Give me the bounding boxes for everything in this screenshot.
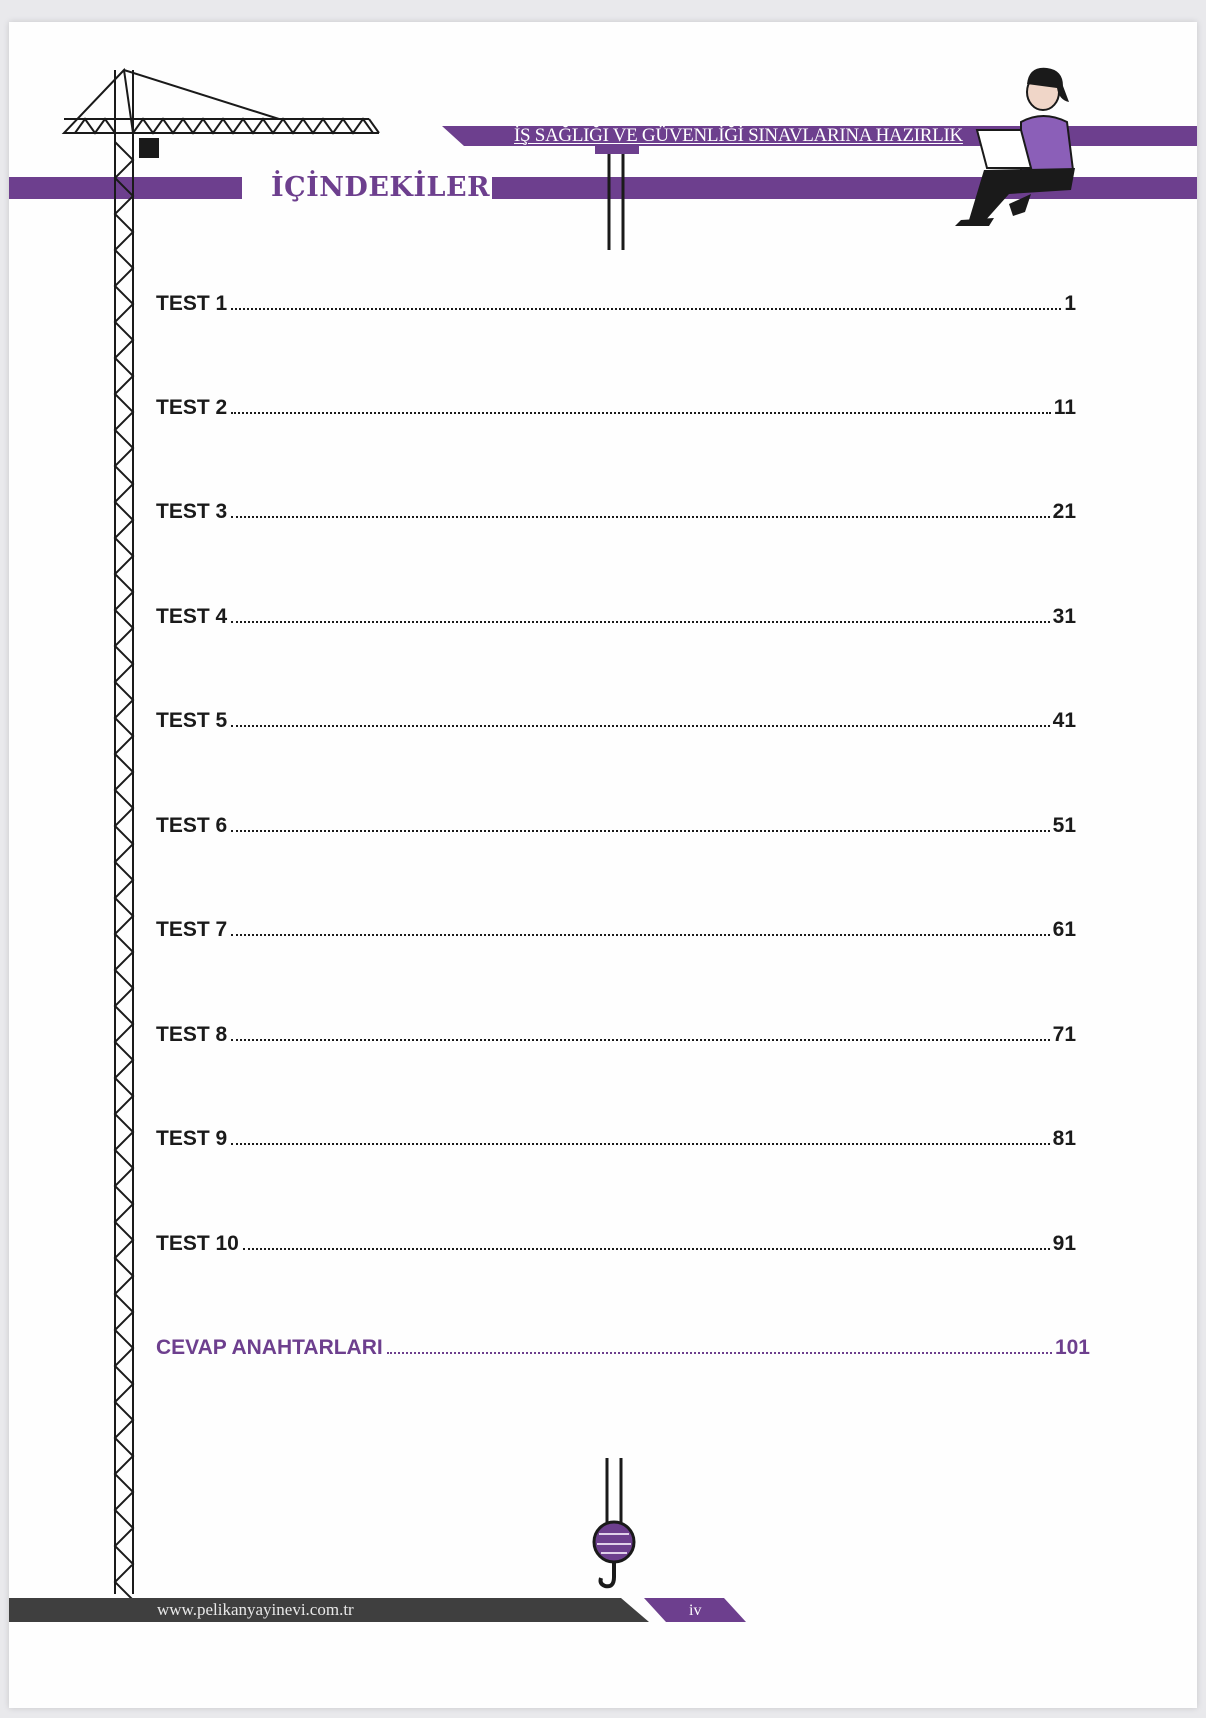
toc-entry-page: 71 xyxy=(1052,1023,1076,1046)
toc-entry-answer-keys[interactable] xyxy=(156,1336,1090,1366)
toc-leader-dots xyxy=(231,934,1049,936)
toc-leader-dots xyxy=(387,1352,1052,1354)
footer-website: www.pelikanyayinevi.com.tr xyxy=(157,1600,354,1619)
woman-with-laptop-icon xyxy=(955,68,1075,226)
toc-entry[interactable] xyxy=(156,709,1076,739)
toc-entry[interactable] xyxy=(156,292,1076,322)
toc-entry[interactable] xyxy=(156,396,1076,426)
toc-leader-dots xyxy=(243,1248,1050,1250)
toc-entry-page: 11 xyxy=(1053,396,1076,419)
toc-leader-dots xyxy=(231,412,1051,414)
toc-entry-label: TEST 9 xyxy=(156,1127,228,1150)
toc-entry-label: CEVAP ANAHTARLARI xyxy=(156,1336,383,1359)
toc-entry-label: TEST 10 xyxy=(156,1232,239,1255)
crane-jib-icon xyxy=(64,70,379,133)
toc-entry[interactable] xyxy=(156,605,1076,635)
series-title: İŞ SAĞLIĞI VE GÜVENLİĞİ SINAVLARINA HAZIRLIK xyxy=(514,125,963,146)
toc-entry-page: 1 xyxy=(1064,292,1076,315)
toc-entry[interactable] xyxy=(156,1232,1076,1262)
toc-entry-label: TEST 4 xyxy=(156,605,228,628)
crane-hook-icon xyxy=(594,1458,634,1586)
hook-cable-top-icon xyxy=(609,146,623,250)
toc-leader-dots xyxy=(231,1143,1049,1145)
page-number: iv xyxy=(689,1602,702,1619)
page-title: İÇİNDEKİLER xyxy=(271,172,491,203)
toc-entry-label: TEST 5 xyxy=(156,709,228,732)
crane-counterweight-icon xyxy=(139,138,159,158)
document-page xyxy=(9,22,1197,1708)
toc-entry-label: TEST 3 xyxy=(156,500,228,523)
toc-leader-dots xyxy=(231,621,1049,623)
toc-entry[interactable] xyxy=(156,918,1076,948)
crane-mast-icon xyxy=(115,70,133,1600)
toc-entry[interactable] xyxy=(156,500,1076,530)
toc-entry[interactable] xyxy=(156,1127,1076,1157)
toc-entry-label: TEST 1 xyxy=(156,292,228,315)
toc-leader-dots xyxy=(231,830,1049,832)
toc-entry[interactable] xyxy=(156,814,1076,844)
toc-entry-label: TEST 6 xyxy=(156,814,228,837)
hook-trolley-icon xyxy=(595,146,639,154)
toc-entry-page: 41 xyxy=(1052,709,1076,732)
toc-entry-page: 31 xyxy=(1052,605,1076,628)
toc-entry-page: 61 xyxy=(1052,918,1076,941)
toc-leader-dots xyxy=(231,516,1049,518)
toc-entry-page: 51 xyxy=(1052,814,1076,837)
toc-entry[interactable] xyxy=(156,1023,1076,1053)
toc-entry-page: 21 xyxy=(1052,500,1076,523)
toc-entry-page: 91 xyxy=(1052,1232,1076,1255)
toc-entry-page: 101 xyxy=(1054,1336,1090,1359)
toc-leader-dots xyxy=(231,308,1061,310)
toc-entry-label: TEST 2 xyxy=(156,396,228,419)
toc-entry-page: 81 xyxy=(1052,1127,1076,1150)
crane-illustration xyxy=(9,22,1197,1708)
toc-leader-dots xyxy=(231,725,1049,727)
toc-entry-label: TEST 8 xyxy=(156,1023,228,1046)
toc-entry-label: TEST 7 xyxy=(156,918,228,941)
toc-leader-dots xyxy=(231,1039,1049,1041)
